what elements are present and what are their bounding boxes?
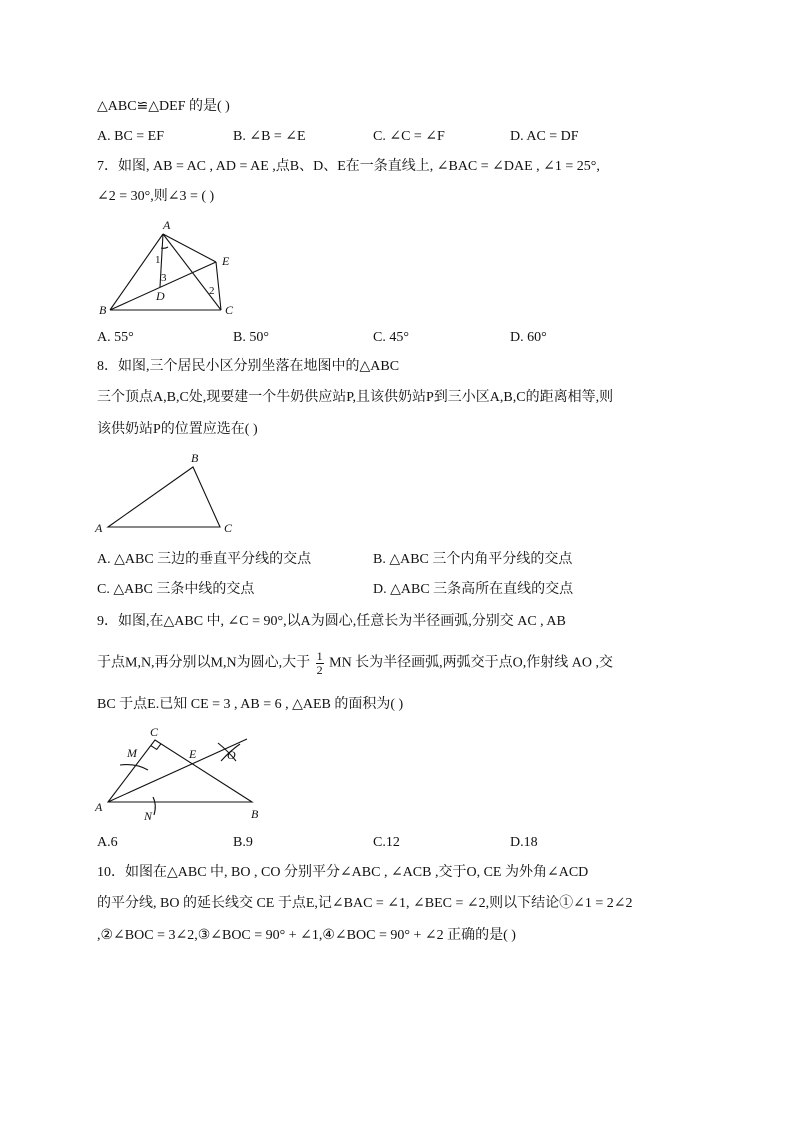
q9-option-b: B.9	[233, 835, 253, 850]
label-a: A	[163, 218, 171, 232]
q8-stem-line3: 该供奶站P的位置应选在( )	[97, 422, 258, 437]
q8-option-c: C. △ABC 三条中线的交点	[97, 582, 255, 597]
label-n: N	[144, 809, 153, 823]
q7-figure	[95, 218, 245, 318]
edge-ac	[163, 234, 221, 310]
fraction-denominator: 2	[316, 663, 323, 677]
q7-stem-line2: ∠2 = 30°,则∠3 = ( )	[97, 189, 215, 204]
q8-figure	[90, 450, 240, 540]
label-e: E	[222, 254, 230, 268]
label-c: C	[224, 521, 233, 535]
q7-option-d: D. 60°	[510, 330, 547, 345]
q9-line2-after: MN 长为半径画弧,两弧交于点O,作射线 AO ,交	[329, 655, 614, 671]
label-angle-2: 2	[209, 285, 215, 297]
q6-option-d: D. AC = DF	[510, 129, 579, 144]
q7-stem-line1: 7．如图, AB = AC , AD = AE ,点B、D、E在一条直线上, ∠BAC = ∠DAE , ∠1 = 25°,	[97, 159, 600, 174]
edge-ae	[163, 234, 216, 262]
label-angle-3: 3	[161, 272, 167, 284]
q8-option-a: A. △ABC 三边的垂直平分线的交点	[97, 552, 312, 567]
q7-option-b: B. 50°	[233, 330, 269, 345]
q8-stem-line2: 三个顶点A,B,C处,现要建一个牛奶供应站P,且该供奶站P到三小区A,B,C的距离相等,则	[97, 390, 614, 405]
label-a: A	[95, 521, 103, 535]
q9-stem-line3: BC 于点E.已知 CE = 3 , AB = 6 , △AEB 的面积为( )	[97, 697, 404, 712]
q6-option-a: A. BC = EF	[97, 129, 165, 144]
label-d: D	[156, 289, 165, 303]
q7-option-c: C. 45°	[373, 330, 409, 345]
label-e: E	[189, 747, 197, 761]
q8-stem-line1: 8．如图,三个居民小区分别坐落在地图中的△ABC	[97, 359, 400, 374]
label-a: A	[95, 800, 103, 814]
q9-stem-line2	[97, 650, 613, 677]
label-b: B	[191, 451, 199, 465]
q7-option-a: A. 55°	[97, 330, 134, 345]
q10-stem-line1: 10．如图在△ABC 中, BO , CO 分别平分∠ABC , ∠ACB ,交于O, CE 为外角∠ACD	[97, 865, 589, 880]
q9-stem-line1: 9．如图,在△ABC 中, ∠C = 90°,以A为圆心,任意长为半径画弧,分别交 AC , AB	[97, 614, 566, 629]
q6-option-c: C. ∠C = ∠F	[373, 129, 445, 144]
label-angle-1: 1	[155, 254, 161, 266]
q9-option-a: A.6	[97, 835, 118, 850]
label-b: B	[251, 807, 259, 821]
q9-line2-before: 于点M,N,再分别以M,N为圆心,大于	[97, 655, 311, 671]
label-o: O	[227, 748, 236, 762]
q9-option-c: C.12	[373, 835, 400, 850]
edge-ec	[216, 262, 221, 310]
arc-n	[153, 797, 155, 815]
q6-stem: △ABC≌△DEF 的是( )	[97, 99, 230, 114]
q6-option-b: B. ∠B = ∠E	[233, 129, 306, 144]
right-angle-mark	[151, 744, 161, 750]
q9-option-d: D.18	[510, 835, 538, 850]
triangle-abc	[108, 467, 220, 527]
q10-stem-line2: 的平分线, BO 的延长线交 CE 于点E,记∠BAC = ∠1, ∠BEC = ∠2,则以下结论①∠1 = 2∠2	[97, 896, 633, 911]
q8-option-b: B. △ABC 三个内角平分线的交点	[373, 552, 573, 567]
fraction-one-half	[316, 650, 324, 677]
label-b: B	[99, 303, 107, 317]
label-m: M	[127, 746, 137, 760]
fraction-numerator: 1	[316, 649, 323, 663]
q9-figure	[90, 725, 260, 825]
q10-stem-line3: ,②∠BOC = 3∠2,③∠BOC = 90° + ∠1,④∠BOC = 90° + ∠2 正确的是( )	[97, 928, 516, 943]
label-c: C	[150, 725, 159, 739]
q8-option-d: D. △ABC 三条高所在直线的交点	[373, 582, 574, 597]
label-c: C	[225, 303, 234, 317]
